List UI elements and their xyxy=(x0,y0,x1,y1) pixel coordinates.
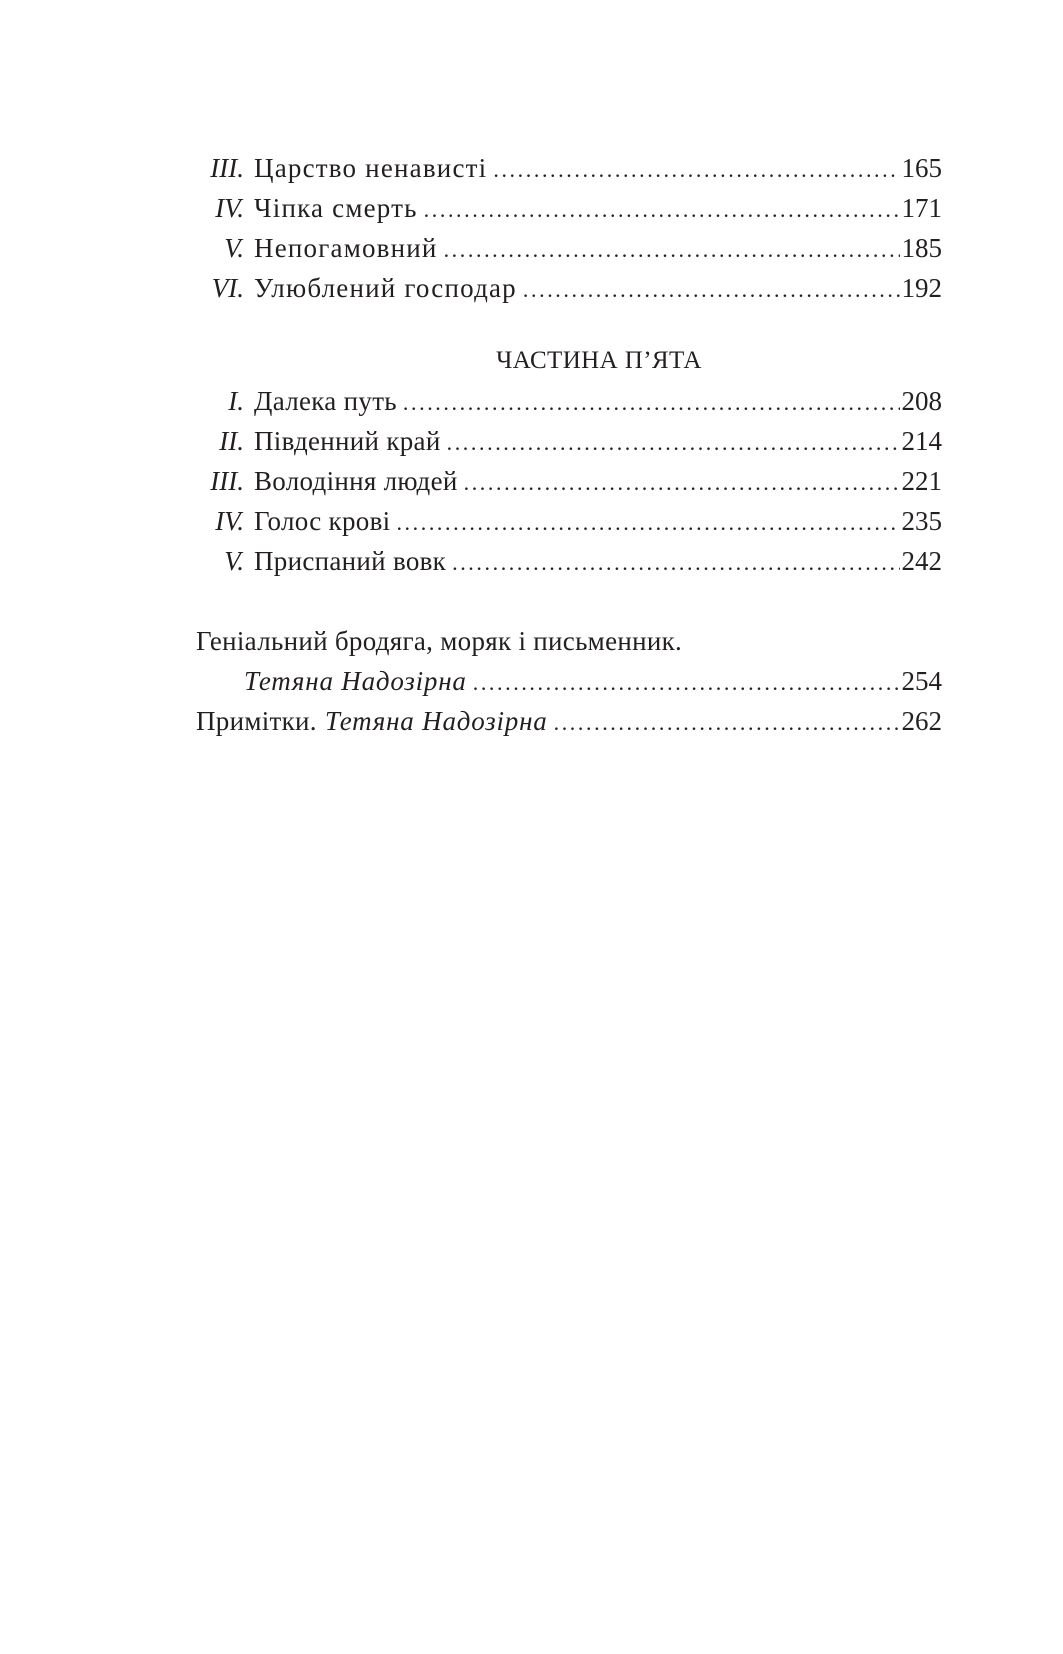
chapter-number: III. xyxy=(210,153,244,183)
toc-entry xyxy=(196,268,942,308)
page-number: 242 xyxy=(901,546,942,576)
chapter-title: Царство ненависті xyxy=(254,153,488,183)
toc-entry xyxy=(196,188,942,228)
page-number: 221 xyxy=(901,466,942,496)
chapter-number: V. xyxy=(224,546,244,576)
dot-leader xyxy=(403,383,900,423)
toc-entry-afterword xyxy=(196,661,942,701)
toc-entry-notes xyxy=(196,701,942,741)
table-of-contents xyxy=(196,148,942,741)
toc-entry xyxy=(196,228,942,268)
dot-leader xyxy=(523,270,900,310)
notes-author: Тетяна Надозірна xyxy=(324,706,548,736)
chapter-title: Далека путь xyxy=(254,386,397,416)
afterword-title: Геніальний бродяга, моряк і письменник. xyxy=(196,626,683,656)
chapter-title: Голос крові xyxy=(254,506,391,536)
toc-entry xyxy=(196,461,942,501)
dot-leader xyxy=(447,423,900,463)
notes-label: Примітки. xyxy=(196,706,317,736)
page-number: 171 xyxy=(901,193,942,223)
dot-leader xyxy=(396,503,899,543)
dot-leader xyxy=(452,543,899,583)
chapter-number: IV. xyxy=(215,193,244,223)
chapter-number: VI. xyxy=(211,273,244,303)
dot-leader xyxy=(473,663,900,703)
chapter-title: Південний край xyxy=(254,426,441,456)
dot-leader xyxy=(493,150,899,190)
page-number: 185 xyxy=(901,233,942,263)
dot-leader xyxy=(444,230,900,270)
chapter-number: V. xyxy=(224,233,244,263)
dot-leader xyxy=(464,463,900,503)
page-number: 254 xyxy=(901,666,942,696)
dot-leader xyxy=(554,703,900,743)
page-number: 208 xyxy=(901,386,942,416)
chapter-number: I. xyxy=(228,386,244,416)
chapter-number: II. xyxy=(219,426,244,456)
part-heading: ЧАСТИНА П’ЯТА xyxy=(496,347,702,374)
dot-leader xyxy=(424,190,900,230)
toc-entry xyxy=(196,381,942,421)
toc-entry xyxy=(196,541,942,581)
page-number: 235 xyxy=(901,506,942,536)
toc-entry xyxy=(196,501,942,541)
chapter-number: III. xyxy=(210,466,244,496)
chapter-title: Володіння людей xyxy=(254,466,458,496)
chapter-title: Непогамовний xyxy=(254,233,438,263)
toc-entry xyxy=(196,421,942,461)
chapter-title: Чіпка смерть xyxy=(254,193,418,223)
page-number: 214 xyxy=(901,426,942,456)
afterword-author: Тетяна Надозірна xyxy=(244,666,467,696)
chapter-title: Улюблений господар xyxy=(254,273,517,303)
toc-entry xyxy=(196,148,942,188)
chapter-title: Приспаний вовк xyxy=(254,546,447,576)
section-gap xyxy=(196,581,942,621)
page-number: 192 xyxy=(901,273,942,303)
page-number: 165 xyxy=(901,153,942,183)
chapter-number: IV. xyxy=(215,506,244,536)
page-number: 262 xyxy=(901,706,942,736)
